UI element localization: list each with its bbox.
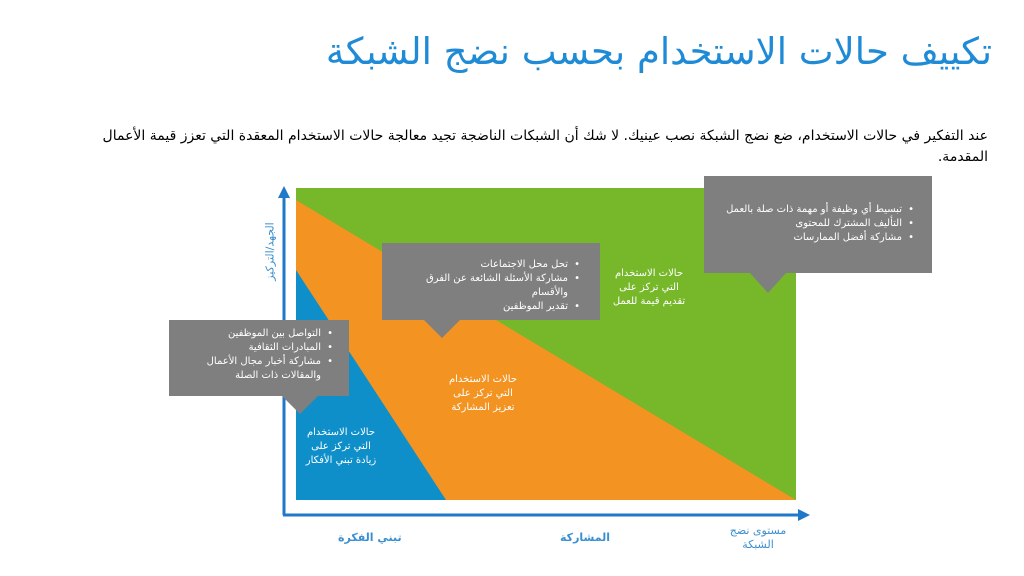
callout-value-item: • تبسيط أي وظيفة أو مهمة ذات صلة بالعمل [710, 203, 916, 217]
x-category-adoption: تبني الفكرة [338, 531, 402, 544]
callout-engagement-item: • مشاركة الأسئلة الشائعة عن الفرق والأقسام [388, 272, 582, 300]
callout-adoption-item: • المبادرات الثقافية [175, 341, 335, 355]
zone-value-label: حالات الاستخدام التي تركز على تقديم قيمة للعمل [612, 268, 686, 307]
zone-adoption-label: حالات الاستخدام التي تركز على زيادة تبني الأفكار [305, 427, 377, 466]
x-axis-label: مستوى نضج الشبكة [729, 524, 787, 551]
callout-adoption-item: • التواصل بين الموظفين [175, 327, 335, 341]
callout-value [704, 176, 932, 273]
callout-value-item: • مشاركة أفضل الممارسات [710, 231, 916, 245]
callout-adoption-item: • مشاركة أخبار مجال الأعمال والمقالات ذات الصلة [175, 355, 335, 383]
y-axis-arrow [278, 186, 290, 198]
callout-engagement-item: • تقدير الموظفين [388, 300, 582, 314]
callout-engagement [382, 243, 600, 320]
intro-paragraph: عند التفكير في حالات الاستخدام، ضع نضج الشبكة نصب عينيك. لا شك أن الشبكات الناضجة تجيد معالجة حالات الاستخدام المعقدة التي تعزز قيمة الأعمال المقدمة. [102, 128, 988, 165]
callout-engagement-item: • تحل محل الاجتماعات [388, 258, 582, 272]
x-category-engagement: المشاركة [560, 531, 610, 544]
zone-engagement-label: حالات الاستخدام التي تركز على تعزيز المشاركة [448, 374, 518, 413]
callout-adoption [169, 320, 349, 396]
x-axis-arrow [798, 509, 810, 521]
callout-value-item: • التأليف المشترك للمحتوى [710, 217, 916, 231]
slide-title: تكييف حالات الاستخدام بحسب نضج الشبكة [325, 30, 992, 73]
y-axis-label: الجهد/التركيز [263, 222, 277, 281]
